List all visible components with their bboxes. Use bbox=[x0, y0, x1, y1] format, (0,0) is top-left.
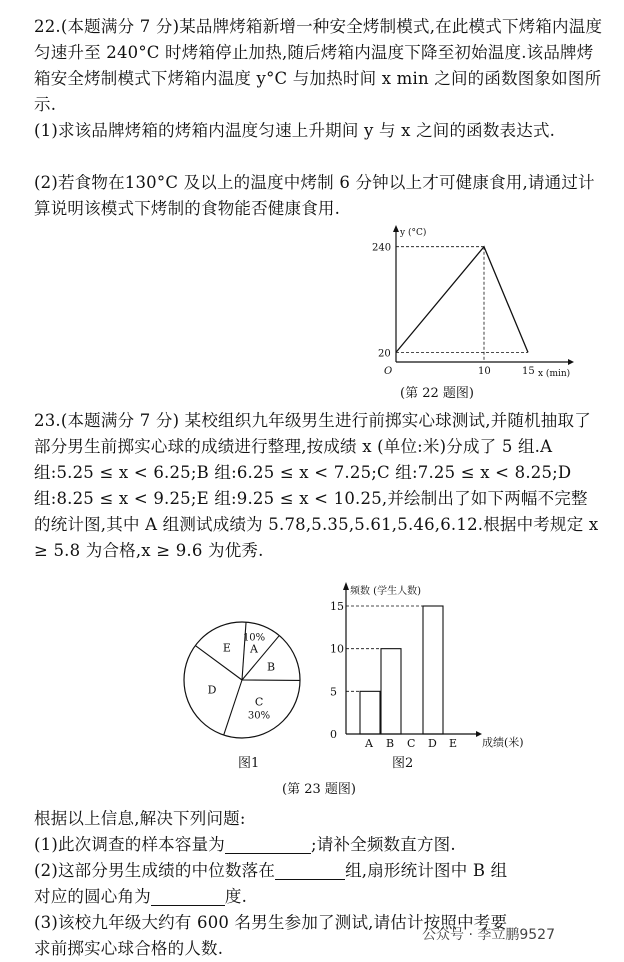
x-axis-arrow bbox=[568, 359, 574, 365]
bar-ytick-15: 15 bbox=[330, 600, 344, 613]
bar-xtick-A: A bbox=[364, 737, 374, 750]
q22-paragraph: 22.(本题满分 7 分)某品牌烤箱新增一种安全烤制模式,在此模式下烤箱内温度匀速升至 240°C 时烤箱停止加热,随后烤箱内温度下降至初始温度.该品牌烤箱安全烤制模式下烤箱内温度 y°C 与加热时间 x min 之间的函数图象如图所示. bbox=[34, 14, 604, 118]
q1-text-b: ;请补全频数直方图. bbox=[311, 835, 456, 854]
q23-question1 bbox=[34, 832, 604, 858]
q22-line-chart bbox=[360, 222, 580, 382]
x-axis-label: x (min) bbox=[538, 368, 570, 379]
q22-figure-caption: (第 22 题图) bbox=[400, 382, 474, 401]
q1-text-a: (1)此次调查的样本容量为 bbox=[34, 835, 225, 854]
bar-B bbox=[381, 649, 401, 734]
bar-y-axis-arrow bbox=[343, 582, 349, 590]
pie-label-B: B bbox=[267, 661, 275, 674]
q23-paragraph: 23.(本题满分 7 分) 某校组织九年级男生进行前掷实心球测试,并随机抽取了部分男生前掷实心球的成绩进行整理,按成绩 x (单位:米)分成了 5 组.A 组:5.25 ≤ x < 6.25;B 组:6.25 ≤ x < 7.25;C 组:7.25 ≤ x < 8.25;D 组:8.25 ≤ x < 9.25;E 组:9.25 ≤ x < 10.25,并绘制出了如下两幅不完整的统计图,其中 A 组测试成绩为 5.78,5.35,5.61,5.46,6.12.根据中考规定 x ≥ 5.8 为合格,x ≥ 9.6 为优秀. bbox=[34, 408, 604, 564]
bar-xtick-C: C bbox=[407, 737, 415, 750]
ytick-240: 240 bbox=[372, 243, 391, 254]
pie-label-A: A bbox=[249, 642, 259, 655]
q2-text-a: (2)这部分男生成绩的中位数落在 bbox=[34, 861, 275, 880]
q23-question2-cont bbox=[34, 884, 604, 910]
bar-ytick-0: 0 bbox=[330, 728, 337, 741]
q1-answer-blank[interactable] bbox=[225, 835, 311, 854]
bar-xtick-E: E bbox=[449, 737, 457, 750]
q2-text-b: 组,扇形统计图中 B 组 bbox=[345, 861, 507, 880]
q23-bar-chart bbox=[318, 578, 538, 756]
pie-divider-A bbox=[242, 622, 246, 680]
q2-text-c: 对应的圆心角为 bbox=[34, 887, 151, 906]
q2-text-d: 度. bbox=[225, 887, 247, 906]
q23-figure-caption: (第 23 题图) bbox=[282, 778, 356, 797]
q2-answer-blank-2[interactable] bbox=[151, 887, 225, 906]
origin-label: O bbox=[384, 366, 392, 377]
bar-y-label: 频数 (学生人数) bbox=[350, 584, 421, 597]
q23-pie-chart bbox=[180, 610, 310, 750]
bar-A bbox=[360, 691, 380, 734]
q23-fig1-caption: 图1 bbox=[238, 752, 259, 771]
watermark: 公众号 · 李立鹏9527 bbox=[422, 924, 555, 944]
bar-ytick-10: 10 bbox=[330, 643, 344, 656]
pie-percent-C: 30% bbox=[248, 711, 270, 722]
q2-answer-blank-1[interactable] bbox=[275, 861, 345, 880]
bar-x-label: 成绩(米) bbox=[482, 735, 524, 749]
pie-percent-A: 10% bbox=[243, 632, 265, 643]
q23-question3: (3)该校九年级大约有 600 名男生参加了测试,请估计按照中考要 bbox=[34, 910, 604, 936]
xtick-15: 15 bbox=[522, 366, 535, 377]
pie-divider-D bbox=[224, 680, 242, 735]
pie-label-C: C bbox=[255, 696, 263, 709]
ytick-20: 20 bbox=[378, 348, 391, 359]
bar-D bbox=[423, 606, 443, 734]
temperature-line bbox=[396, 247, 528, 353]
xtick-10: 10 bbox=[478, 366, 491, 377]
bar-xtick-B: B bbox=[386, 737, 394, 750]
y-axis-label: y (°C) bbox=[399, 227, 426, 238]
q23-question2 bbox=[34, 858, 604, 884]
q22-part2: (2)若食物在130°C 及以上的温度中烤制 6 分钟以上才可健康食用,请通过计算说明该模式下烤制的食物能否健康食用. bbox=[34, 170, 604, 222]
bar-xtick-D: D bbox=[428, 737, 437, 750]
q23-fig2-caption: 图2 bbox=[392, 752, 413, 771]
q22-part1: (1)求该品牌烤箱的烤箱内温度匀速上升期间 y 与 x 之间的函数表达式. bbox=[34, 118, 604, 144]
y-axis-arrow bbox=[393, 225, 399, 232]
q23-question3-cont: 求前掷实心球合格的人数. bbox=[34, 936, 604, 962]
pie-label-D: D bbox=[208, 684, 217, 697]
pie-label-E: E bbox=[223, 641, 231, 654]
q23-intro: 根据以上信息,解决下列问题: bbox=[34, 806, 604, 832]
bar-ytick-5: 5 bbox=[330, 685, 337, 698]
pie-divider-E bbox=[195, 646, 242, 680]
